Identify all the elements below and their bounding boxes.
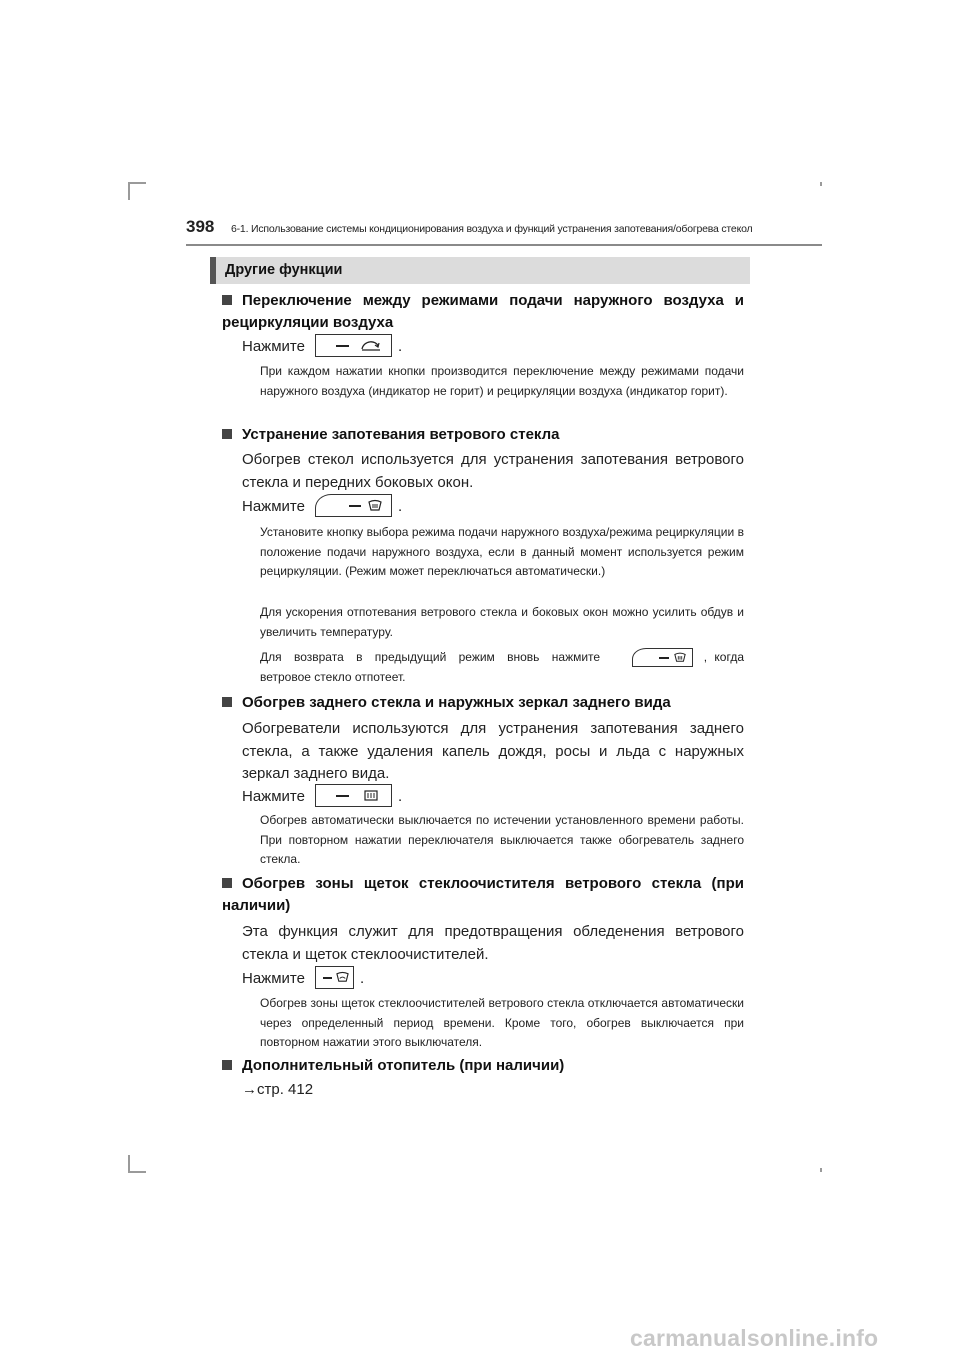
bullet-square-icon (222, 697, 232, 707)
windshield-defog-button-small[interactable] (632, 648, 693, 667)
heading-text: Устранение запотевания ветрового стекла (242, 426, 560, 443)
section-header (210, 257, 750, 284)
page-reference-text[interactable]: стр. 412 (257, 1081, 314, 1098)
press-label: Нажмите (242, 970, 305, 987)
rear-defog-button[interactable] (315, 784, 392, 807)
bullet-square-icon (222, 878, 232, 888)
note-windshield-3: Для возврата в предыдущий режим вновь нажмите (260, 650, 601, 664)
press-line (242, 970, 305, 987)
bullet-square-icon (222, 295, 232, 305)
heading-wiper-deicer (222, 873, 744, 917)
recirculation-icon (360, 338, 382, 352)
recirculation-button[interactable] (315, 334, 392, 357)
heading-recirculation (222, 290, 744, 334)
watermark: carmanualsonline.info (630, 1325, 879, 1351)
bullet-square-icon (222, 1060, 232, 1070)
windshield-defog-icon (368, 498, 382, 512)
header-rule (186, 244, 822, 246)
press-label: Нажмите (242, 498, 305, 515)
heading-rear-defog (222, 692, 744, 714)
press-label: Нажмите (242, 788, 305, 805)
heading-windshield-defog (222, 424, 744, 446)
note-windshield-2: Для ускорения отпотевания ветрового стекла и боковых окон можно усилить обдув и увеличить температуру. (260, 605, 744, 639)
heading-text: Дополнительный отопитель (при наличии) (242, 1057, 565, 1074)
note-recirculation: При каждом нажатии кнопки производится переключение между режимами подачи наружного воздуха (индикатор не горит) и рециркуляции воздуха (индикатор горит). (260, 364, 744, 398)
crop-mark-top-left-v (128, 182, 130, 200)
wiper-deicer-icon (336, 971, 349, 984)
indicator-bar (349, 505, 361, 507)
heading-text: Обогрев заднего стекла и наружных зеркал заднего вида (242, 694, 671, 711)
crop-mark-top-left-h (128, 182, 146, 184)
heading-aux-heater (222, 1055, 744, 1077)
press-line (242, 338, 305, 355)
period: . (398, 788, 403, 805)
section-title: Другие функции (225, 262, 343, 278)
press-line (242, 498, 305, 515)
bullet-square-icon (222, 429, 232, 439)
heading-text: Обогрев зоны щеток стеклоочистителя ветрового стекла (при наличии) (222, 875, 744, 914)
heading-text: Переключение между режимами подачи наружного воздуха и рециркуляции воздуха (222, 292, 744, 331)
period: . (398, 338, 403, 355)
body-wiper-deicer: Эта функция служит для предотвращения обледенения ветрового стекла и щеток стеклоочистителей. (242, 923, 744, 963)
arrow-right-icon: → (242, 1081, 257, 1098)
note-rear-defog: Обогрев автоматически выключается по истечении установленного времени работы. При повторном нажатии переключателя выключается также обогреватель заднего стекла. (260, 813, 744, 866)
period: . (360, 970, 365, 987)
period: . (398, 498, 403, 515)
press-line (242, 788, 305, 805)
page-number: 398 (186, 217, 215, 236)
section-marker (210, 257, 216, 284)
indicator-bar (323, 977, 332, 979)
note-windshield-5: ветровое стекло отпотеет. (260, 670, 406, 684)
indicator-bar (336, 345, 349, 347)
body-windshield-defog: Обогрев стекол используется для устранения запотевания ветрового стекла и передних боковых окон. (242, 451, 744, 491)
page-reference[interactable] (242, 1081, 313, 1098)
press-label: Нажмите (242, 338, 305, 355)
windshield-defog-icon (674, 651, 686, 663)
crop-mark-bottom-right (820, 1168, 822, 1172)
wiper-deicer-button[interactable] (315, 966, 354, 989)
body-rear-defog: Обогреватели используются для устранения запотевания заднего стекла, а также удаления капель дождя, росы и льда с наружных зеркал заднего вида. (242, 720, 744, 782)
note-windshield-4: , когда (703, 650, 744, 664)
indicator-bar (659, 657, 669, 659)
windshield-defog-button[interactable] (315, 494, 392, 517)
crop-mark-bottom-left-h (128, 1171, 146, 1173)
indicator-bar (336, 795, 349, 797)
rear-defog-icon (364, 789, 378, 802)
note-windshield-1: Установите кнопку выбора режима подачи наружного воздуха/режима рециркуляции в положение подачи наружного воздуха, если в данный момент используется режим рециркуляции. (Режим может переключаться автоматически.) (260, 525, 744, 578)
chapter-title: 6-1. Использование системы кондиционирования воздуха и функций устранения запотевания/обогрева стекол (231, 223, 753, 235)
crop-mark-top-right (820, 182, 822, 186)
note-wiper-deicer: Обогрев зоны щеток стеклоочистителей ветрового стекла отключается автоматически через определенный период времени. Кроме того, обогрев выключается при повторном нажатии этого выключателя. (260, 996, 744, 1049)
